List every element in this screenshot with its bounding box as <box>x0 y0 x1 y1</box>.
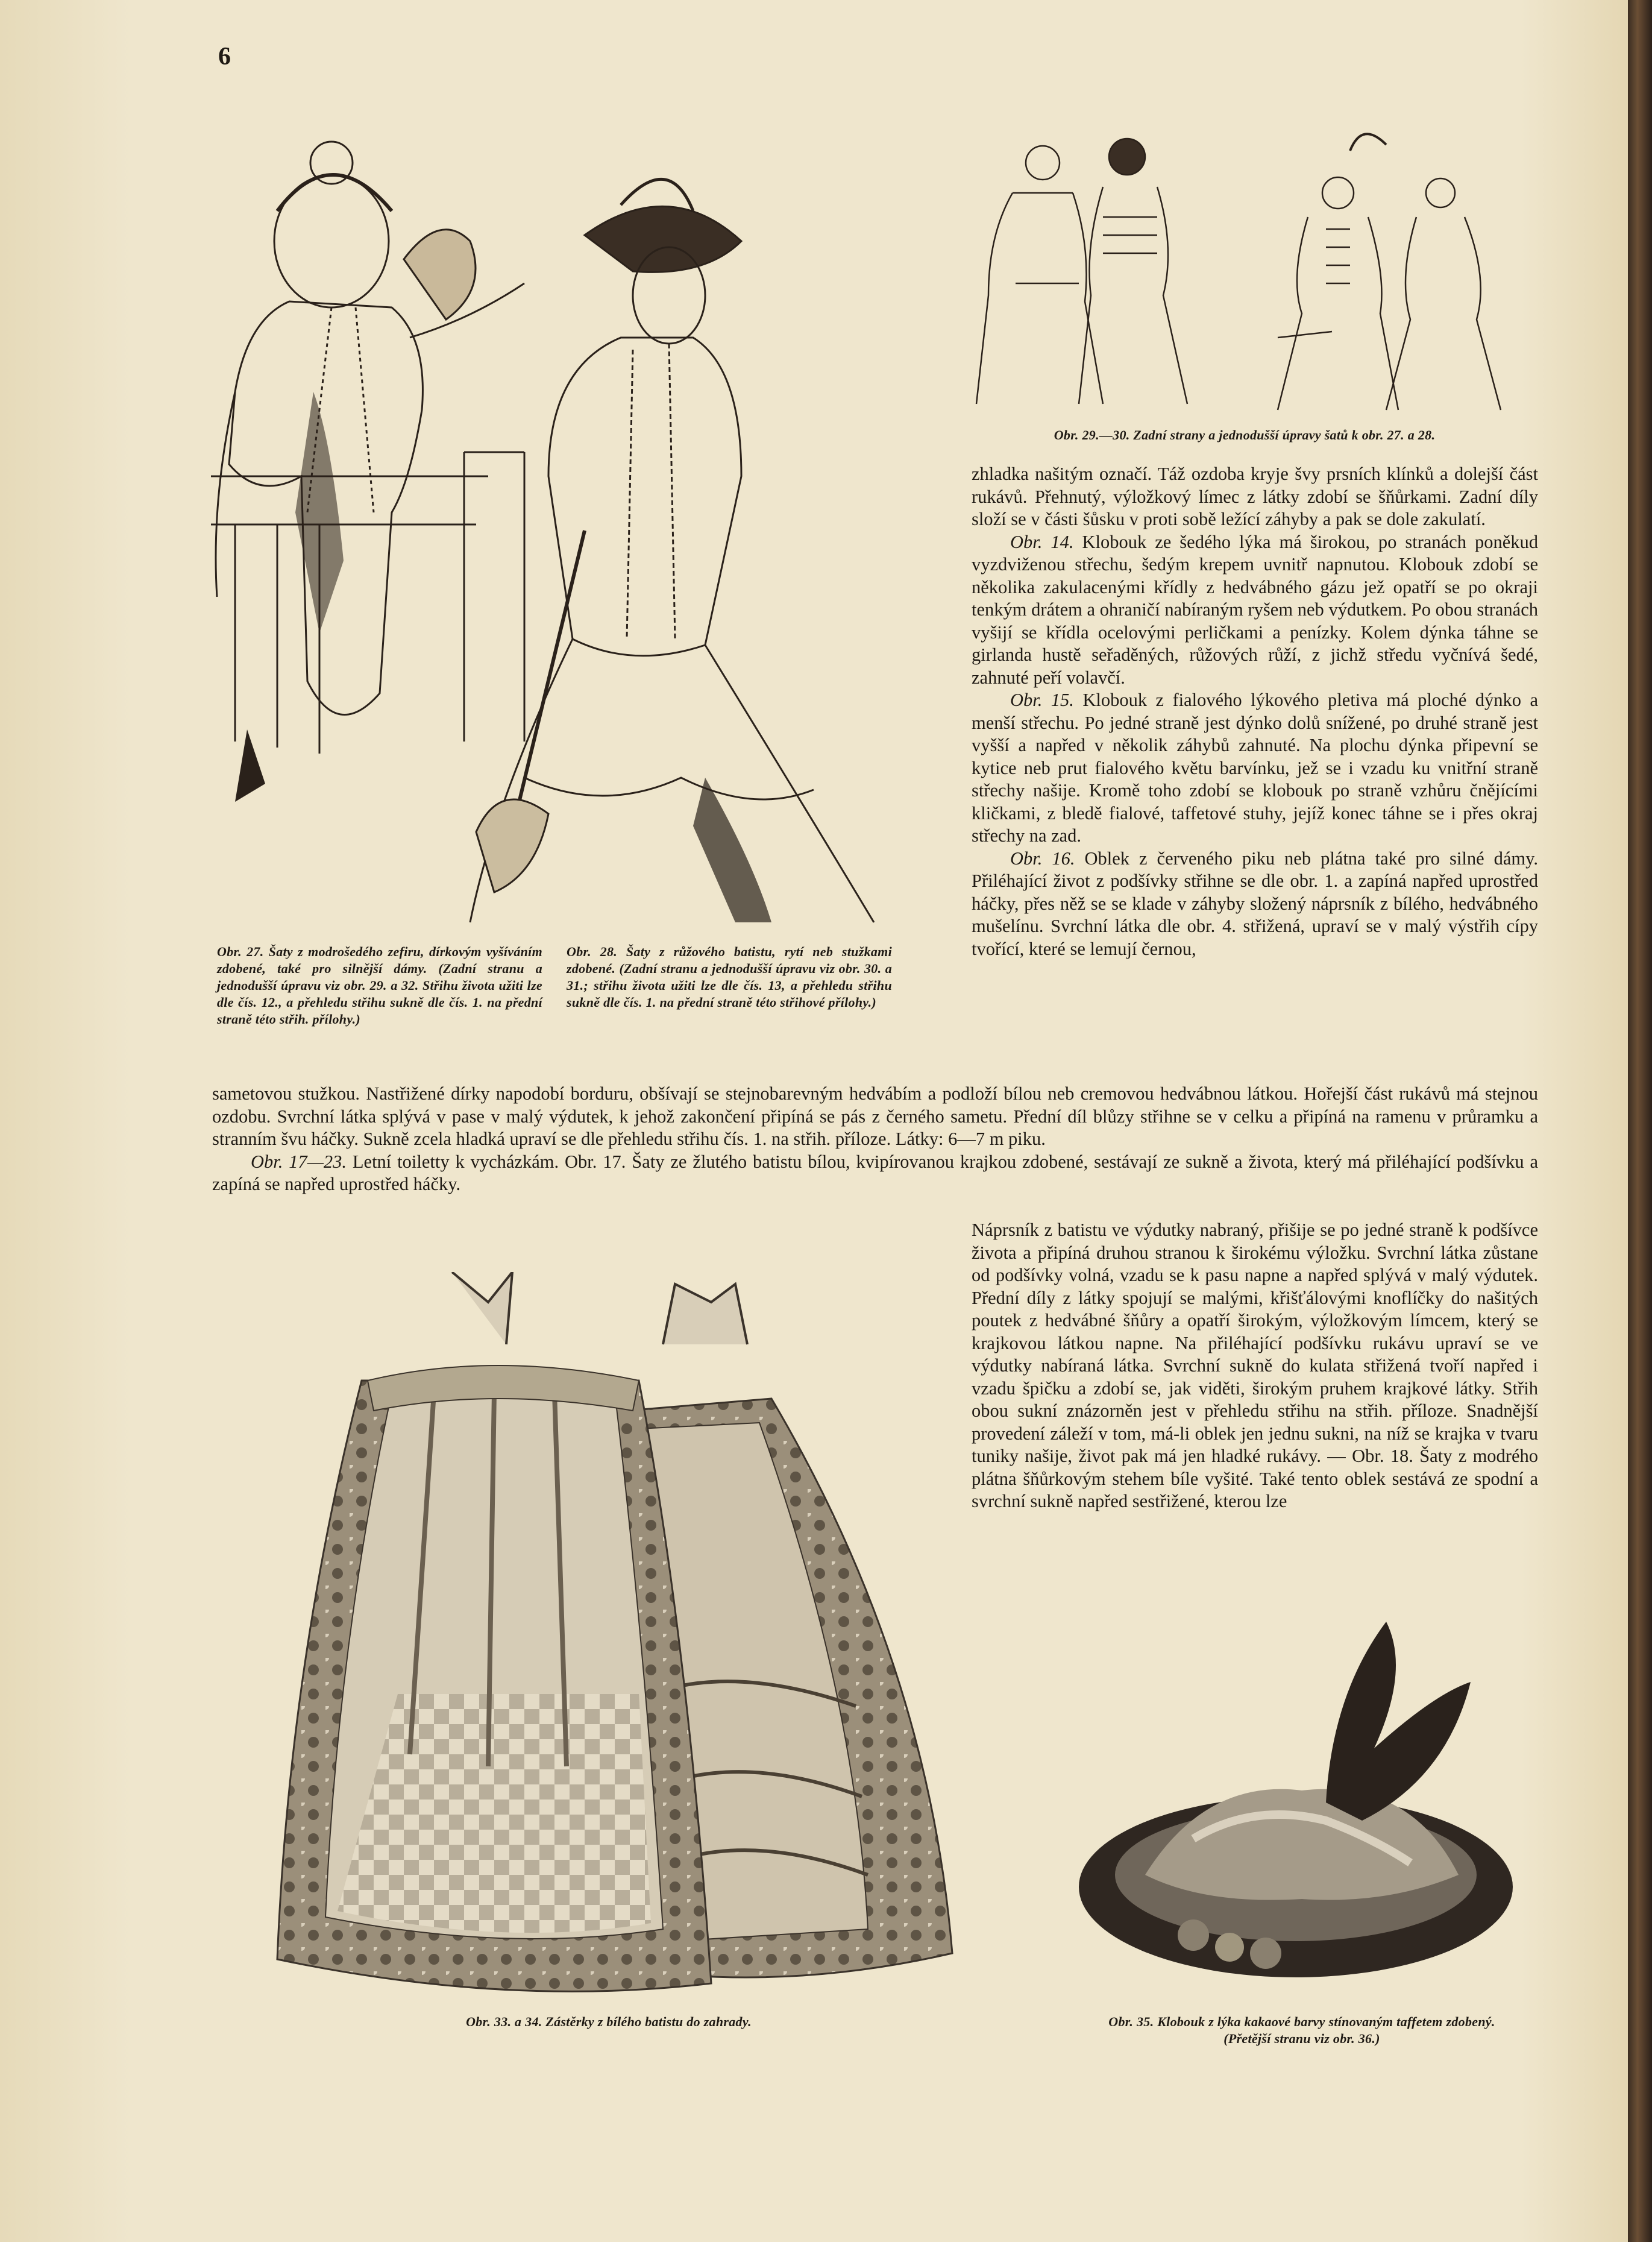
paragraph-obr17-23 <box>212 1151 1538 1196</box>
page-number: 6 <box>218 43 231 71</box>
back-views-illustration <box>964 127 1525 416</box>
caption-fig33-34: Obr. 33. a 34. Zástěrky z bílého batistu do zahrady. <box>466 2014 752 2029</box>
text-right-column-1 <box>972 463 1538 960</box>
paragraph: zhladka našitým označí. Táž ozdoba kryje švy prsních klínků a dolejší část rukávů. Přehnutý, výložkový límec z látky zdobí se šňůrkami. Zadní díly složí se v části šůsku v proti sobě ležící záhyby a pak se dole zakulatí. <box>972 464 1538 529</box>
illustration-fig33-34 <box>253 1272 970 2001</box>
caption-fig27: Obr. 27. Šaty z modrošedého zefiru, dírkovým vyšíváním zdobené, také pro silnější dámy. (Zadní stranu a jednodušší úpravu viz obr. 29. a 32. Střihu života užiti lze dle čís. 12., a přehledu střihu sukně dle čís. 1. na přední straně této střih. přílohy.) <box>217 944 542 1027</box>
paragraph-body: Klobouk ze šedého lýka má širokou, po stranách poněkud vyzdviženou střechu, šedým krepem uvnitř napnutou. Klobouk zdobí se několika zakulacenými křídly z hedvábného gázu jež opatří se po okraji tenkým drátem a ohraničí nabíraným ryšem neb výdutkem. Po obou stranách vyšijí se křídla ocelovými perličkami a penízky. Kolem dýnka táhne se girlanda hustě seřaděných, růžových růží, z jichž středu vyčnívá šedé, zahnuté peří volavčí. <box>972 531 1538 688</box>
caption-fig28: Obr. 28. Šaty z růžového batistu, rytí neb stužkami zdobené. (Zadní stranu a jednodušší úpravu viz obr. 30. a 31.; střihu života užiti lze dle čís. 13, a přehledu střihu sukně dle čís. 1. na přední straně této střihové přílohy.) <box>567 944 892 1010</box>
paragraph-body: Klobouk z fialového lýkového pletiva má ploché dýnko a menší střechu. Po jedné straně jest dýnko dolů snížené, po druhé straně jest vyšší a napřed v několik záhybů zahnuté. Na plochu dýnka připevní se kytice neb prut fialového květu barvínku, jež se i vzadu ku vnitřní straně střechy našije. Kromě toho zdobí se klobouk po straně vzhůru čnějícími kličkami, z bledě fialové, taffetové stuhy, jejíž konec táhne se i přes okraj střechy na zad. <box>972 690 1538 846</box>
paragraph-lead: Obr. 14. <box>1010 531 1074 552</box>
paragraph-lead: Obr. 16. <box>1010 848 1075 869</box>
paragraph-obr14 <box>972 531 1538 690</box>
illustration-fig35 <box>1073 1622 1519 2007</box>
paragraph: sametovou stužkou. Nastřižené dírky napodobí borduru, obšívají se stejnobarevným hedvábím a podloží bílou neb cremovou hedvábnou látkou. Hořejší část rukávů má stejnou ozdobu. Svrchní látka splývá v pase v malý výdutek, k jehož zakončení připíná se pás z černého sametu. Přední díl blůzy střihne se v celku a připíná na ramenu v průramku a stranním švu háčky. Sukně zcela hladká upraví se dle přehledu střihu čís. 1. na střih. příloze. Látky: 6—7 m piku. <box>212 1083 1538 1149</box>
illustration-fig29-30 <box>964 127 1525 416</box>
paragraph-obr16 <box>972 848 1538 961</box>
text-full-width <box>212 1083 1538 1196</box>
paragraph-lead: Obr. 15. <box>1010 690 1074 710</box>
illustration-fig27-28 <box>211 139 934 928</box>
caption-fig29-30: Obr. 29.—30. Zadní strany a jednodušší úpravy šatů k obr. 27. a 28. <box>1054 427 1436 442</box>
paragraph-body: Letní toiletty k vycházkám. Obr. 17. Šaty ze žlutého batistu bílou, kvipírovanou krajkou zdobené, sestávají ze sukně a života, který má přiléhající podšívku a zapíná se napřed uprostřed háčky. <box>212 1151 1538 1194</box>
text-right-column-2 <box>972 1219 1538 1513</box>
paragraph-obr15 <box>972 689 1538 848</box>
caption-fig35: Obr. 35. Klobouk z lýka kakaové barvy stínovaným taffetem zdobený. (Přetější stranu viz obr. 36.) <box>1108 2014 1495 2046</box>
paragraph-lead: Obr. 17—23. <box>251 1151 347 1172</box>
fashion-ladies-illustration <box>211 139 934 928</box>
aprons-illustration <box>253 1272 970 2001</box>
paragraph-body: Oblek z červeného piku neb plátna také pro silné dámy. Přiléhající život z podšívky střihne se dle obr. 1. a zapíná napřed uprostřed háčky, přes něž se se klade v záhyby složený náprsník z bílého, hedvábného mušelínu. Svrchní látka dle obr. 4. střižená, upraví se v malý výstřih cípy tvořící, které se lemují černou, <box>972 848 1539 959</box>
book-spine <box>1628 0 1652 2242</box>
hat-illustration <box>1073 1622 1519 2007</box>
paragraph: Náprsník z batistu ve výdutky nabraný, přišije se po jedné straně k podšívce života a připíná druhou stranou k širokému výložku. Svrchní látka zůstane od podšívky volná, vzadu se k pasu napne a napřed splývá v malý výdutek. Přední díly z látky spojují se malými, křišťálovými knoflíčky do našitých poutek z hedvábné šňůry a opatří širokým, výložkovým límcem, který se krajkovou látkou napne. Na přiléhající podšívku rukávu upraví se ve výdutky nabíraná látka. Svrchní sukně do kulata střižená tvoří napřed i vzadu špičku a zdobí se, jak viděti, širokým pruhem krajkové látky. Střih obou sukní znázorněn jest v přehledu střihu na střih. příloze. Snadnější provedení záleží v tom, má-li oblek jen jednu sukni, na níž se krajka v tvaru tuniky našije, život pak má jen hladké rukávy. — Obr. 18. Šaty z modrého plátna šňůrkovým stehem bíle vyšité. Také tento oblek sestává ze spodní a svrchní sukně napřed sestřižené, kterou lze <box>972 1220 1538 1511</box>
